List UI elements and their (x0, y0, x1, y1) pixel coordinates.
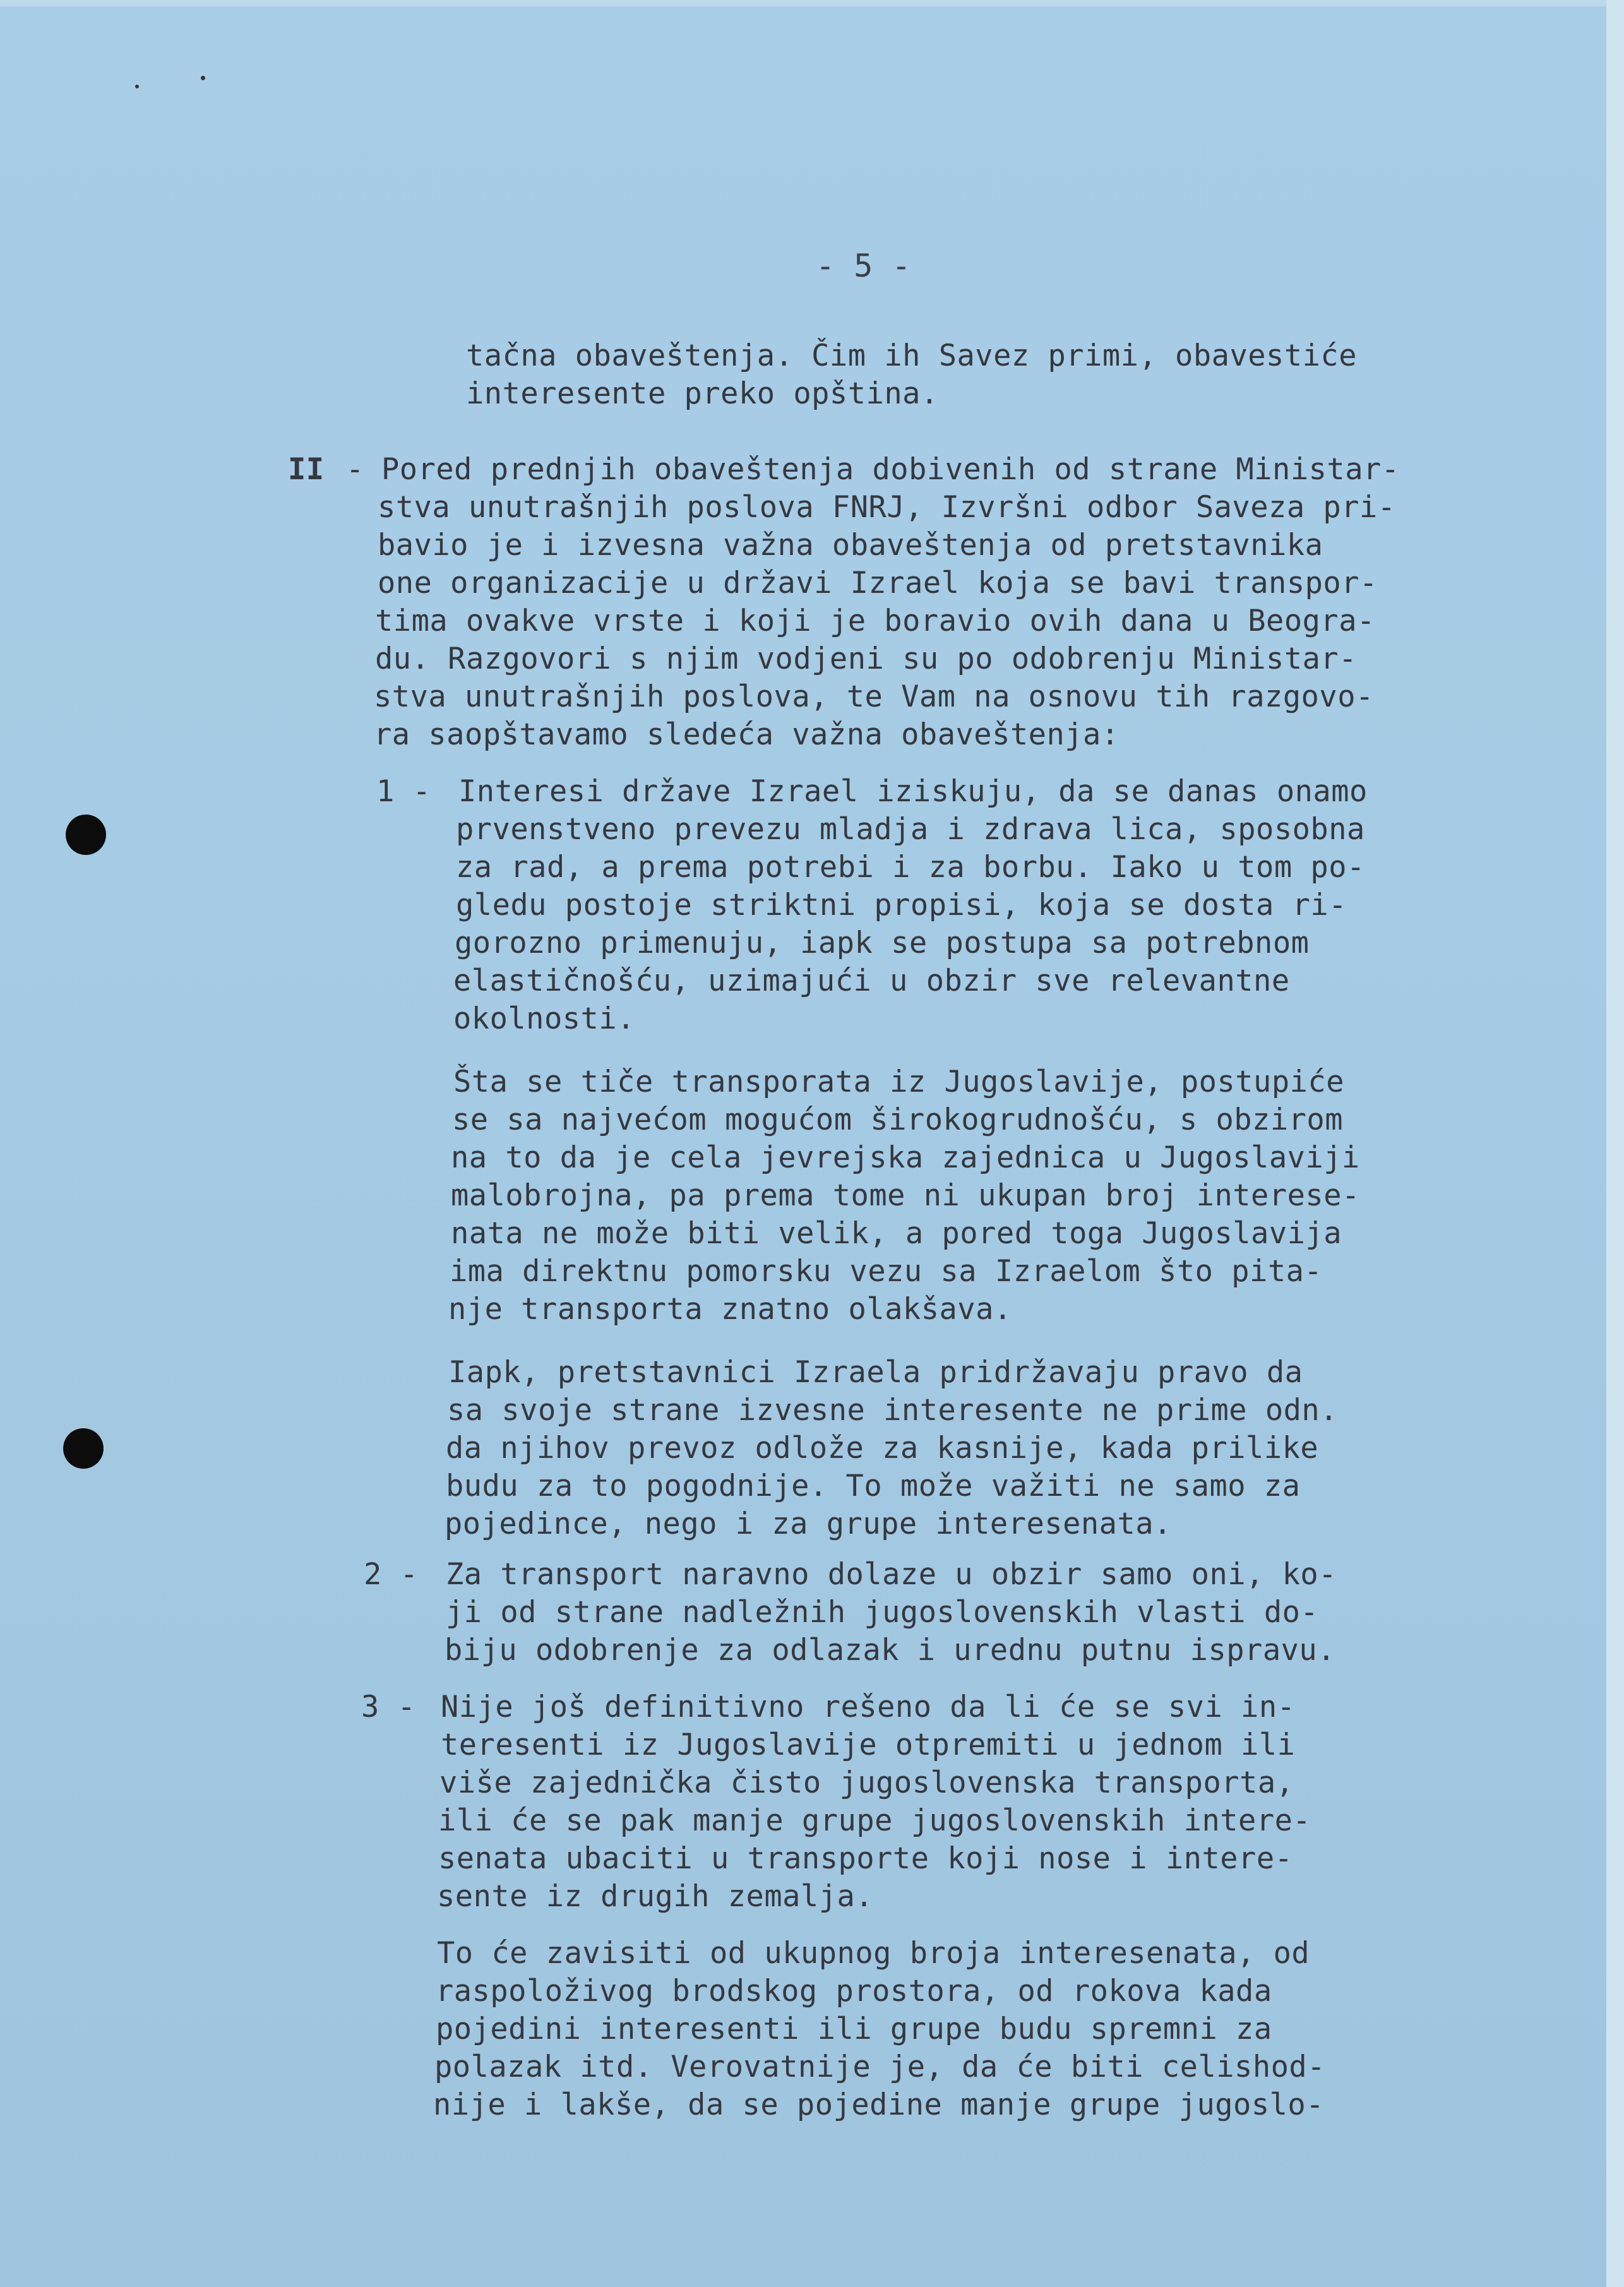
item-2-line: ji od strane nadležnih jugoslovenskih vlasti do- (446, 1595, 1319, 1630)
section-II-line: stva unutrašnjih poslova FNRJ, Izvršni odbor Saveza pri- (378, 490, 1396, 525)
page-number: - 5 - (816, 248, 911, 284)
item-3-number: 3 - (361, 1690, 416, 1724)
item-3-line: nije i lakše, da se pojedine manje grupe jugoslo- (433, 2087, 1325, 2122)
item-1-line: Interesi države Izrael iziskuju, da se danas onamo (458, 774, 1368, 809)
item-1-line: pojedince, nego i za grupe interesenata. (445, 1507, 1172, 1541)
item-1-line: prvenstveno prevezu mladja i zdrava lica, sposobna (456, 812, 1365, 847)
item-3-line: polazak itd. Verovatnije je, da će biti celishod- (434, 2050, 1326, 2084)
item-1-line: elastičnošću, uzimajući u obzir sve relevantne (453, 964, 1290, 998)
item-1-line: za rad, a prema potrebi i za borbu. Iako u tom po- (456, 850, 1365, 885)
item-1-number: 1 - (376, 774, 431, 809)
page-edge-top (0, 0, 1624, 6)
section-II-line: tima ovakve vrste i koji je boravio ovih dana u Beogra- (375, 604, 1375, 638)
item-3-line: pojedini interesenti ili grupe budu spremni za (436, 2012, 1272, 2046)
ink-speck (201, 76, 205, 80)
item-3-line: sente iz drugih zemalja. (437, 1879, 874, 1914)
item-1-line: nata ne može biti velik, a pored toga Jugoslavija (451, 1216, 1342, 1251)
item-1-line: da njihov prevoz odlože za kasnije, kada prilike (446, 1431, 1319, 1466)
item-1-line: okolnosti. (453, 1001, 635, 1036)
section-II-line: stva unutrašnjih poslova, te Vam na osnovu tih razgovo- (374, 679, 1374, 714)
punch-hole-upper (66, 815, 106, 855)
item-3-line: Nije još definitivno rešeno da li će se svi in- (441, 1690, 1296, 1724)
ink-speck (135, 85, 139, 88)
item-1-line: se sa najvećom mogućom širokogrudnošću, s obzirom (452, 1102, 1344, 1137)
item-2-line: Za transport naravno dolaze u obzir samo oni, ko- (446, 1557, 1337, 1592)
page-edge-right (1606, 0, 1624, 2287)
section-II-line: ra saopštavamo sledeća važna obaveštenja: (374, 717, 1119, 752)
item-2-number: 2 - (364, 1557, 419, 1592)
section-II-line: one organizacije u državi Izrael koja se bavi transpor- (378, 566, 1378, 600)
intro-line-1: tačna obaveštenja. Čim ih Savez primi, obavestiće (466, 338, 1358, 373)
item-1-line: budu za to pogodnije. To može važiti ne samo za (446, 1469, 1301, 1503)
item-2-line: biju odobrenje za odlazak i urednu putnu ispravu. (445, 1633, 1336, 1668)
item-1-line: ima direktnu pomorsku vezu sa Izraelom što pita- (450, 1254, 1323, 1289)
item-3-line: teresenti iz Jugoslavije otpremiti u jednom ili (441, 1728, 1296, 1762)
item-3-line: raspoloživog brodskog prostora, od rokova kada (436, 1974, 1272, 2009)
item-3-line: senata ubaciti u transporte koji nose i intere- (438, 1841, 1293, 1876)
item-1-line: sa svoje strane izvesne interesente ne prime odn. (447, 1393, 1339, 1428)
section-II-line: du. Razgovori s njim vodjeni su po odobrenju Ministar- (375, 642, 1358, 676)
item-3-line: više zajednička čisto jugoslovenska transporta, (439, 1765, 1294, 1800)
item-3-line: ili će se pak manje grupe jugoslovenskih intere- (438, 1803, 1311, 1838)
item-1-line: Šta se tiče transporata iz Jugoslavije, postupiće (453, 1065, 1345, 1099)
section-label: II (288, 452, 325, 487)
item-1-line: na to da je cela jevrejska zajednica u Jugoslaviji (451, 1140, 1360, 1175)
item-3-line: To će zavisiti od ukupnog broja interesenata, od (437, 1936, 1310, 1971)
section-II-line: bavio je i izvesna važna obaveštenja od pretstavnika (378, 528, 1323, 563)
item-1-line: Iapk, pretstavnici Izraela pridržavaju pravo da (448, 1355, 1303, 1390)
item-1-line: gledu postoje striktni propisi, koja se dosta ri- (456, 888, 1347, 923)
punch-hole-lower (63, 1428, 104, 1469)
item-1-line: malobrojna, pa prema tome ni ukupan broj interese- (451, 1178, 1360, 1213)
intro-line-2: interesente preko opština. (466, 376, 939, 411)
section-dash: - (346, 452, 364, 487)
section-II-line: Pored prednjih obaveštenja dobivenih od strane Ministar- (381, 452, 1400, 487)
item-1-line: gorozno primenuju, iapk se postupa sa potrebnom (455, 926, 1310, 960)
item-1-line: nje transporta znatno olakšava. (448, 1292, 1012, 1327)
